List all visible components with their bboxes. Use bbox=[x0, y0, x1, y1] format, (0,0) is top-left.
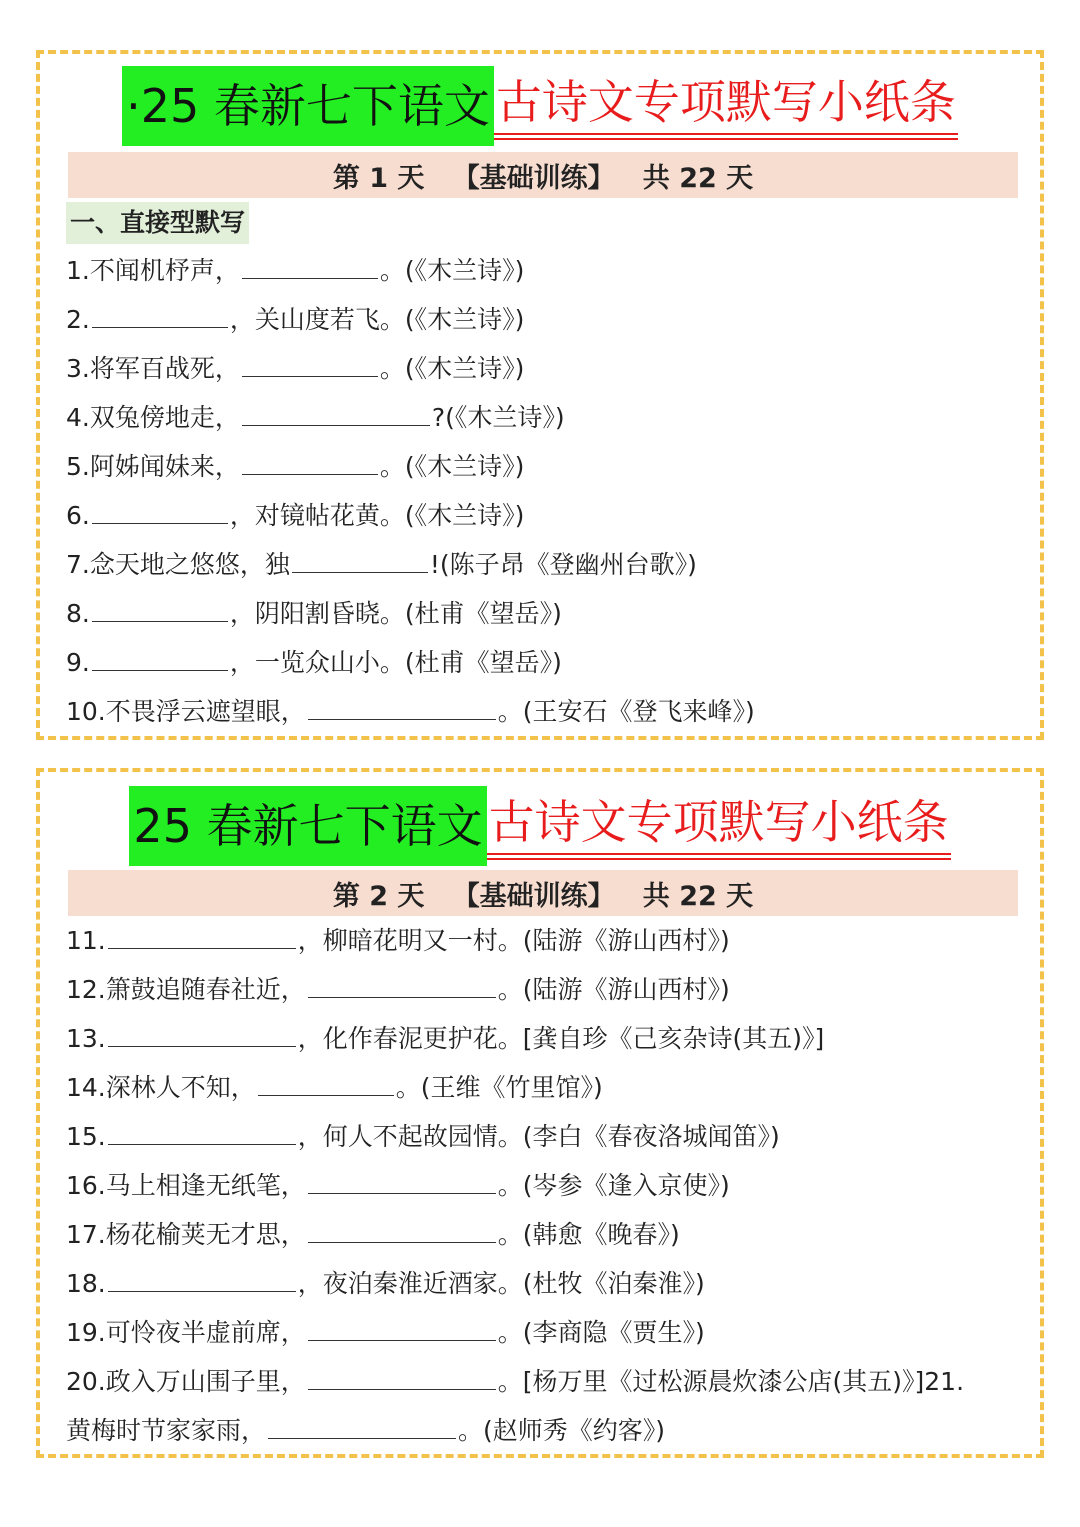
question-line: 3.将军百战死， 。(《木兰诗》) bbox=[66, 346, 1020, 395]
answer-blank[interactable] bbox=[308, 1167, 496, 1194]
title-highlight: 25 春新七下语文 bbox=[129, 786, 486, 866]
answer-blank[interactable] bbox=[92, 595, 228, 622]
section-heading: 一、直接型默写 bbox=[66, 202, 249, 244]
question-line: 14.深林人不知， 。(王维《竹里馆》) bbox=[66, 1065, 1020, 1114]
question-line: 1.不闻机杼声， 。(《木兰诗》) bbox=[66, 248, 1020, 297]
answer-blank[interactable] bbox=[92, 301, 228, 328]
question-line: 6. ，对镜帖花黄。(《木兰诗》) bbox=[66, 493, 1020, 542]
question-line: 20.政入万山围子里， 。[杨万里《过松源晨炊漆公店(其五)》]21. bbox=[66, 1359, 1020, 1408]
question-line: 19.可怜夜半虚前席， 。(李商隐《贾生》) bbox=[66, 1310, 1020, 1359]
question-line: 15. ，何人不起故园情。(李白《春夜洛城闻笛》) bbox=[66, 1114, 1020, 1163]
answer-blank[interactable] bbox=[242, 399, 430, 426]
answer-blank[interactable] bbox=[242, 350, 378, 377]
answer-blank[interactable] bbox=[258, 1069, 394, 1096]
answer-blank[interactable] bbox=[108, 922, 296, 949]
answer-blank[interactable] bbox=[268, 1412, 456, 1439]
question-line: 13. ，化作春泥更护花。[龚自珍《己亥杂诗(其五)》] bbox=[66, 1016, 1020, 1065]
answer-blank[interactable] bbox=[308, 693, 496, 720]
answer-blank[interactable] bbox=[108, 1265, 296, 1292]
question-line: 5.阿姊闻妹来， 。(《木兰诗》) bbox=[66, 444, 1020, 493]
title-highlight: ·25 春新七下语文 bbox=[122, 66, 494, 146]
question-line: 黄梅时节家家雨， 。(赵师秀《约客》) bbox=[66, 1408, 1020, 1457]
question-line: 12.箫鼓追随春社近， 。(陆游《游山西村》) bbox=[66, 967, 1020, 1016]
answer-blank[interactable] bbox=[242, 252, 378, 279]
question-line: 2. ，关山度若飞。(《木兰诗》) bbox=[66, 297, 1020, 346]
day-subtitle: 第 1 天 【基础训练】 共 22 天 bbox=[68, 152, 1018, 198]
question-list bbox=[66, 248, 1020, 738]
question-line: 7.念天地之悠悠，独 !(陈子昂《登幽州台歌》) bbox=[66, 542, 1020, 591]
answer-blank[interactable] bbox=[308, 971, 496, 998]
dictation-card-day-2 bbox=[36, 768, 1044, 1458]
answer-blank[interactable] bbox=[308, 1216, 496, 1243]
card-title bbox=[40, 66, 1040, 146]
question-line: 11. ，柳暗花明又一村。(陆游《游山西村》) bbox=[66, 918, 1020, 967]
title-red-text: 古诗文专项默写小纸条 bbox=[487, 786, 951, 866]
card-title bbox=[40, 786, 1040, 866]
question-line: 18. ，夜泊秦淮近酒家。(杜牧《泊秦淮》) bbox=[66, 1261, 1020, 1310]
day-subtitle: 第 2 天 【基础训练】 共 22 天 bbox=[68, 870, 1018, 916]
answer-blank[interactable] bbox=[108, 1020, 296, 1047]
answer-blank[interactable] bbox=[92, 497, 228, 524]
answer-blank[interactable] bbox=[308, 1363, 496, 1390]
question-line: 9. ，一览众山小。(杜甫《望岳》) bbox=[66, 640, 1020, 689]
answer-blank[interactable] bbox=[308, 1314, 496, 1341]
question-line: 10.不畏浮云遮望眼， 。(王安石《登飞来峰》) bbox=[66, 689, 1020, 738]
question-line: 17.杨花榆荚无才思， 。(韩愈《晚春》) bbox=[66, 1212, 1020, 1261]
title-red-text: 古诗文专项默写小纸条 bbox=[494, 66, 958, 146]
question-line: 4.双兔傍地走， ?(《木兰诗》) bbox=[66, 395, 1020, 444]
answer-blank[interactable] bbox=[108, 1118, 296, 1145]
dictation-card-day-1 bbox=[36, 50, 1044, 740]
question-line: 16.马上相逢无纸笔， 。(岑参《逢入京使》) bbox=[66, 1163, 1020, 1212]
answer-blank[interactable] bbox=[292, 546, 428, 573]
answer-blank[interactable] bbox=[92, 644, 228, 671]
question-line: 8. ，阴阳割昏晓。(杜甫《望岳》) bbox=[66, 591, 1020, 640]
answer-blank[interactable] bbox=[242, 448, 378, 475]
question-list bbox=[66, 918, 1020, 1457]
